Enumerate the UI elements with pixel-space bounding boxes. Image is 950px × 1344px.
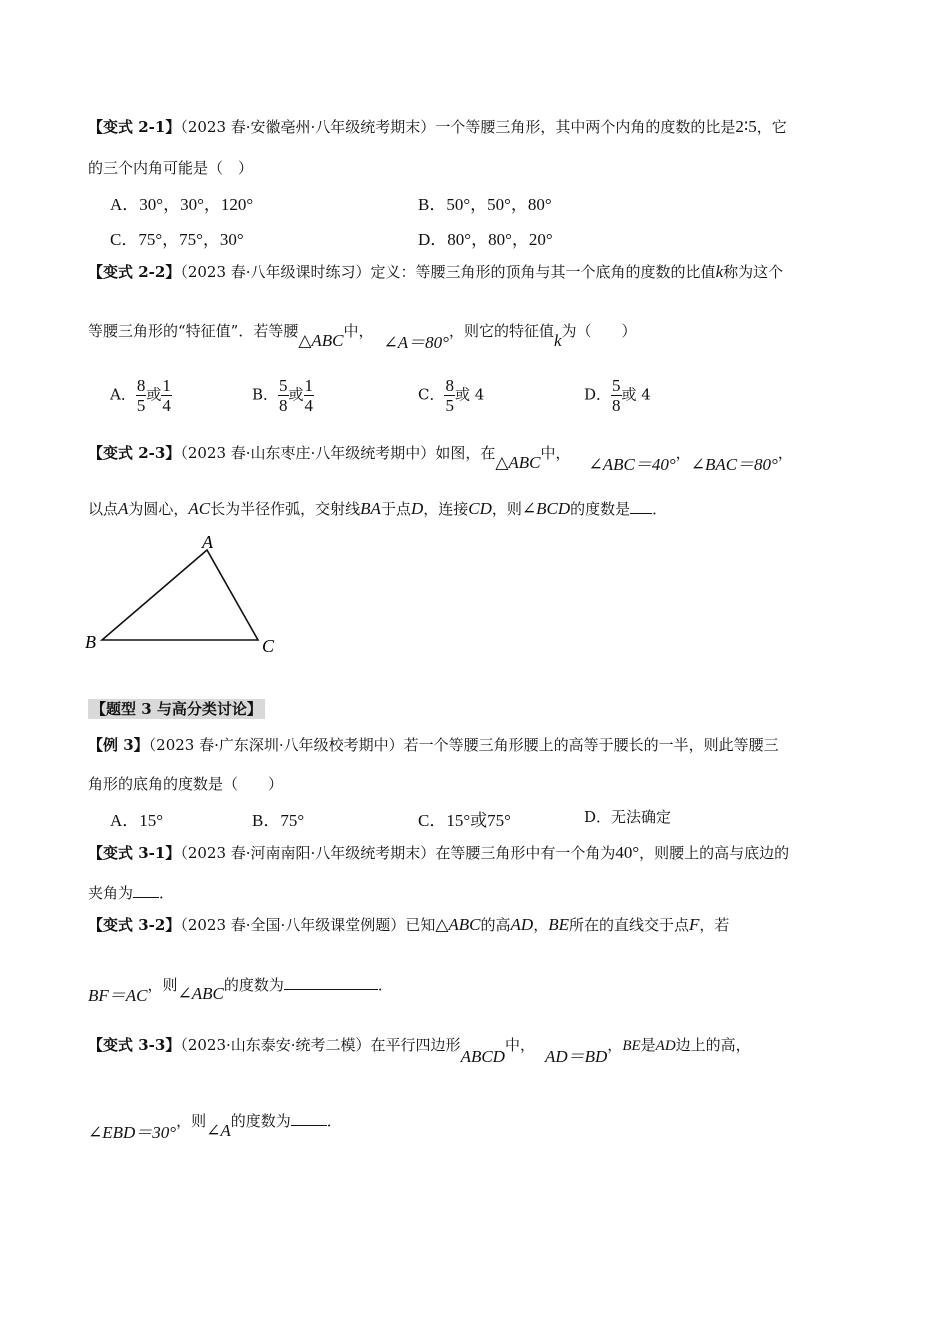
or-text: 或 [146,385,162,404]
frac-den: 5 [136,396,146,415]
triangle-shape [102,550,258,640]
variant-2-3-text-8: 于点 [380,500,411,518]
fraction-4 [304,376,315,415]
variant-3-3-text: 在平行四边形 [370,1036,461,1054]
var-k-2: k [554,331,562,350]
or-text-2: 或 [288,385,304,404]
variant-3-1-text: 在等腰三角形中有一个角为 [435,844,616,862]
frac-num-2: 1 [162,376,171,395]
option-a: A．30°，30°，120° [110,195,254,214]
variant-2-3-text-7: 长为半径作弧，交射线 [210,500,361,518]
frac-num-3: 5 [279,376,288,395]
triangle-figure [80,528,300,658]
option-label-3: C． [418,385,445,404]
variant-3-1-text-3: 夹角为 [88,884,134,902]
variant-2-2-line2 [88,316,637,352]
fraction [136,376,147,415]
frac-den-6: 8 [612,396,621,415]
angle-abc: ∠ABC＝40° [588,455,676,474]
segment-cd: CD [468,499,492,518]
altitude-be: BE [548,915,569,934]
triangle-abc-3: △ABC [435,915,481,934]
segment-ac: AC [188,499,211,518]
figure-label-c: C [262,636,275,656]
variant-3-2-source: （2023 春·全国·八年级课堂例题） [180,916,406,934]
point-a: A [118,499,129,518]
angle-value: 40° [615,843,640,862]
option-label-4: D． [584,385,612,404]
variant-3-1-source: （2023 春·河南南阳·八年级统考期末） [180,844,436,862]
fraction-6 [611,376,622,415]
option-a-2 [110,376,172,415]
frac-den-4: 4 [304,396,314,415]
angle-abc-2: ∠ABC [177,984,224,1003]
example-3-line2: 角形的底角的度数是（ ） [88,775,284,793]
variant-3-3-label: 【变式 3-3】 [88,1036,181,1054]
triangle-abc-2: △ABC [495,453,541,472]
variant-3-2-label: 【变式 3-2】 [88,916,181,934]
variant-3-2-text-6: ，则 [147,976,178,994]
variant-2-3-line1 [88,438,793,474]
variant-2-3-text-6: 为圆心， [128,500,189,518]
variant-3-2-line2 [88,970,393,1005]
fraction-3 [278,376,289,415]
variant-2-2-label: 【变式 2-2】 [88,263,181,281]
option-b-3: B．75° [252,811,305,830]
variant-2-3-text-11: 的度数是 [570,500,631,518]
variant-2-1-text-2: ，它 [756,118,787,136]
variant-2-3-text-10: ，则 [491,500,522,518]
variant-3-2-text: 已知 [405,916,436,934]
variant-2-2-text: 定义：等腰三角形的顶角与其一个底角的度数的比值 [370,263,716,281]
option-a-3: A．15° [110,811,164,830]
variant-3-2-text-8: ． [377,976,393,994]
variant-3-2-text-4: 所在的直线交于点 [569,916,690,934]
variant-3-1-line1 [88,842,789,863]
answer-blank-3[interactable] [284,977,378,990]
equation-ad-bd: AD＝BD [544,1047,608,1066]
equation-bf-ac: BF＝AC [88,986,148,1005]
option-label-2: B． [252,385,279,404]
example-3-text: 若一个等腰三角形腰上的高等于腰长的一半，则此等腰三 [403,736,779,754]
variant-2-3-text-3: ， [675,444,691,462]
variant-3-3-text-8: ． [326,1112,342,1130]
point-f: F [689,915,700,934]
point-d: D [410,499,424,518]
variant-2-3-text-12: ． [652,500,668,518]
frac-num-4: 1 [304,376,314,395]
option-c: C．75°，75°，30° [110,230,244,249]
triangle-abc: △ABC [298,331,344,350]
variant-3-3-text-5: 边上的高， [675,1036,751,1054]
frac-den-3: 8 [279,396,288,415]
variant-2-3-text: 如图，在 [435,444,496,462]
frac-den-5: 5 [445,396,454,415]
section-title [88,698,265,719]
fraction-5 [444,376,455,415]
frac-num-6: 5 [612,376,621,395]
variant-3-1-text-4: ． [159,884,175,902]
variant-3-1-label: 【变式 3-1】 [88,844,181,862]
option-c-2 [418,376,484,415]
angle-ebd: ∠EBD＝30° [88,1123,177,1142]
option-label: A． [110,385,136,404]
variant-3-3-text-2: 中， [504,1036,535,1054]
option-b-2 [252,376,314,415]
variant-2-2-text-4: 中， [343,322,374,340]
angle-a: ∠A＝80° [383,333,449,352]
variant-3-3-text-4: 是 [640,1036,656,1054]
figure-label-b: B [85,632,96,652]
angle-bcd: ∠BCD [521,499,571,518]
altitude-ad: AD [510,915,534,934]
variant-3-3-text-7: 的度数为 [230,1112,291,1130]
variant-2-1-text: 一个等腰三角形，其中两个内角的度数的比是 [435,118,736,136]
variant-3-3-line1 [88,1030,751,1066]
example-3-source: （2023 春·广东深圳·八年级校考期中） [148,736,404,754]
option-rest-2: 或 4 [621,385,651,404]
variant-2-1-line1 [88,116,787,137]
altitude-be-2: BE [622,1038,641,1054]
answer-blank[interactable] [630,501,652,514]
fraction-2 [161,376,172,415]
frac-num-5: 8 [445,376,454,395]
variant-3-2-text-3: ， [533,916,549,934]
variant-2-2-source: （2023 春·八年级课时练习） [180,263,371,281]
variant-2-1-line2: 的三个内角可能是（ ） [88,159,254,177]
variant-3-3-source: （2023·山东泰安·统考二模） [180,1036,371,1054]
variant-2-1-source: （2023 春·安徽亳州·八年级统考期末） [180,118,436,136]
variant-2-1-label: 【变式 2-1】 [88,118,181,136]
answer-blank-4[interactable] [291,1113,327,1126]
variant-3-2-text-5: ，若 [699,916,730,934]
variant-3-2-text-7: 的度数为 [223,976,284,994]
variant-2-3-text-2: 中， [540,444,571,462]
variant-3-3-line2 [88,1106,342,1142]
ratio: 2∶5 [735,117,757,136]
variant-2-2-line1 [88,261,783,282]
option-d: D．80°，80°，20° [418,230,553,249]
option-rest: 或 4 [454,385,485,404]
angle-a-2: ∠A [206,1121,231,1140]
variant-2-3-line2 [88,498,667,519]
variant-3-1-line2 [88,882,174,903]
example-3-line1 [88,734,779,755]
var-k: k [715,262,724,281]
angle-bac: ∠BAC＝80° [690,455,778,474]
frac-num: 8 [136,376,146,395]
variant-2-2-text-3: 等腰三角形的“特征值”．若等腰 [88,322,299,340]
variant-3-2-line1 [88,914,729,935]
side-ad: AD [655,1038,676,1054]
variant-2-2-text-6: 为（ ） [561,322,637,340]
variant-3-3-text-6: ，则 [176,1112,207,1130]
option-c-3: C．15°或75° [418,811,511,830]
variant-3-2-text-2: 的高 [480,916,511,934]
variant-2-3-text-9: ，连接 [423,500,469,518]
variant-2-2-text-2: 称为这个 [723,263,784,281]
figure-label-a: A [202,532,213,552]
frac-den-2: 4 [162,396,171,415]
variant-2-2-text-5: ，则它的特征值 [448,322,554,340]
variant-3-1-text-2: ，则腰上的高与底边的 [639,844,790,862]
ray-ba: BA [360,499,381,518]
variant-2-3-source: （2023 春·山东枣庄·八年级统考期中） [180,444,436,462]
parallelogram-abcd: ABCD [460,1047,505,1066]
variant-2-3-text-5: 以点 [88,500,119,518]
option-d-3: D．无法确定 [584,808,672,826]
variant-3-3-text-3: ， [607,1036,623,1054]
option-b: B．50°，50°，80° [418,195,552,214]
variant-2-3-text-4: ， [777,444,793,462]
option-d-2 [584,376,651,415]
answer-blank-2[interactable] [133,885,159,898]
section-title-text: 【题型 3 与高分类讨论】 [88,699,265,719]
variant-2-3-label: 【变式 2-3】 [88,444,181,462]
example-3-label: 【例 3】 [88,736,149,754]
